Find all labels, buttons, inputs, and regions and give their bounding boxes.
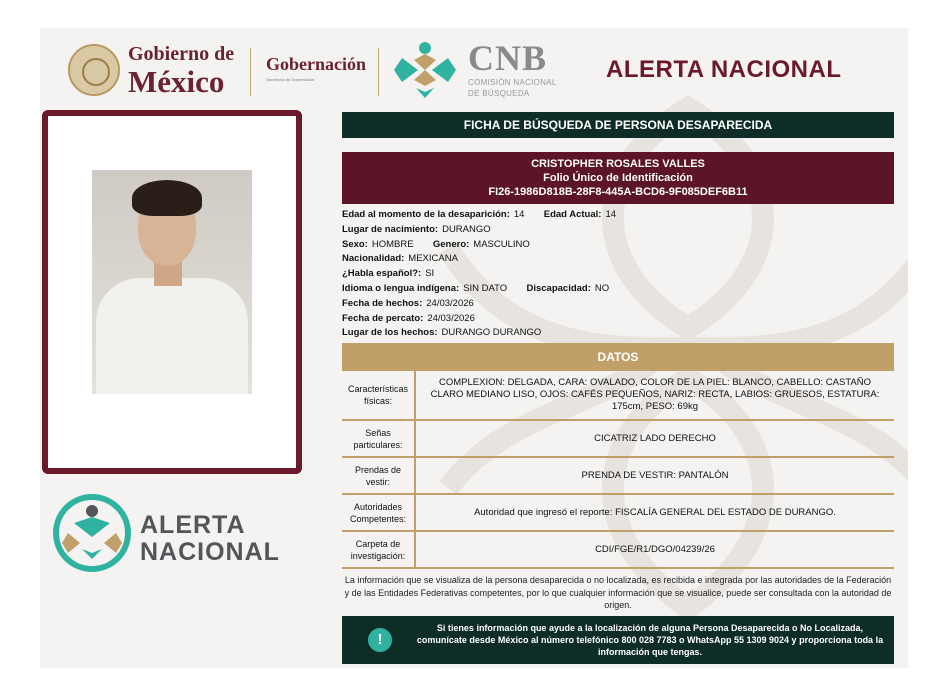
nacionalidad-value: MEXICANA [408, 253, 458, 265]
fecha-hechos-value: 24/03/2026 [426, 297, 474, 309]
lugar-hechos-label: Lugar de los hechos: [342, 327, 438, 339]
person-photo [92, 170, 252, 394]
table-row [342, 421, 894, 458]
row-label: Carpeta de investigación: [342, 532, 416, 567]
edad-actual-label: Edad Actual: [543, 209, 602, 220]
edad-actual-value: 14 [605, 209, 617, 220]
habla-espanol-label: ¿Habla español?: [342, 268, 422, 280]
row-label: Características físicas: [342, 371, 416, 419]
header-divider [250, 48, 251, 96]
alert-title: ALERTA NACIONAL [606, 56, 842, 83]
info-row-edad [342, 208, 894, 223]
alerta-word: ALERTA [140, 511, 246, 539]
edad-desaparicion-value: 14 [513, 209, 525, 220]
info-row-espanol [342, 267, 894, 282]
info-row-sexo [342, 238, 894, 253]
info-row-fecha-percato [342, 312, 894, 327]
cnb-logo-text [468, 40, 557, 98]
datos-header: DATOS [342, 343, 894, 371]
cnb-title: CNB [468, 38, 548, 78]
row-value: Autoridad que ingresó el reporte: FISCALÍA GENERAL DEL ESTADO DE DURANGO. [474, 506, 836, 518]
gobernacion-subtitle: Secretaría de Gobernación [266, 77, 315, 82]
photo-frame [42, 110, 302, 474]
row-value: PRENDA DE VESTIR: PANTALÓN [581, 469, 729, 481]
gobernacion-logo [266, 54, 366, 82]
table-row [342, 495, 894, 532]
table-row [342, 371, 894, 421]
row-value: CDI/FGE/R1/DGO/04239/26 [595, 543, 715, 555]
row-value: COMPLEXION: DELGADA, CARA: OVALADO, COLOR DE LA PIEL: BLANCO, CABELLO: CASTAÑO CLARO MEDIANO LISO, OJOS: CAFÉS PEQUEÑOS, NARIZ: RECTA, LABIOS: GRUESOS, ESTATURA: 175cm, PESO: 69kg [430, 377, 880, 412]
alerta-nacional-logo-text [140, 512, 280, 566]
discapacidad-label: Discapacidad: [526, 282, 591, 294]
sexo-label: Sexo: [342, 238, 368, 250]
cnb-subtitle-line1: COMISIÓN NACIONAL [468, 78, 557, 87]
nacional-word: NACIONAL [140, 538, 280, 566]
genero-value: MASCULINO [473, 238, 530, 250]
alert-icon: ! [368, 628, 392, 652]
habla-espanol-value: SI [425, 268, 435, 280]
cnb-subtitle-line2: DE BÚSQUEDA [468, 89, 530, 98]
nacionalidad-label: Nacionalidad: [342, 253, 405, 265]
datos-table [342, 371, 894, 569]
disclaimer-text: La información que se visualiza de la persona desaparecida o no localizada, es recibida e integrada por las autoridades de la Federación y de las Entidades Federativas competentes, por lo que cualquier información que se visualice, puede ser consultada con la autoridad de origen. [344, 575, 892, 610]
lugar-nacimiento-label: Lugar de nacimiento: [342, 223, 439, 235]
person-name: CRISTOPHER ROSALES VALLES [531, 158, 705, 170]
row-label: Autoridades Competentes: [342, 495, 416, 530]
fecha-percato-value: 24/03/2026 [427, 312, 475, 324]
folio-number: FI26-1986D818B-28F8-445A-BCD6-9F085DEF6B11 [488, 186, 748, 198]
row-label: Señas particulares: [342, 421, 416, 456]
header-divider [378, 48, 379, 96]
info-row-nacimiento [342, 223, 894, 238]
gobierno-line1: Gobierno de [128, 43, 235, 65]
info-row-idioma [342, 282, 894, 297]
lugar-hechos-value: DURANGO DURANGO [441, 327, 542, 339]
row-value: CICATRIZ LADO DERECHO [594, 432, 716, 444]
lugar-nacimiento-value: DURANGO [442, 223, 491, 235]
gobierno-logo [128, 44, 234, 97]
discapacidad-value: NO [594, 282, 610, 294]
info-row-lugar-hechos [342, 326, 894, 341]
edad-desaparicion-label: Edad al momento de la desaparición: [342, 209, 510, 220]
info-row-nacionalidad [342, 252, 894, 267]
idioma-label: Idioma o lengua indígena: [342, 282, 460, 294]
sexo-value: HOMBRE [371, 238, 414, 250]
info-row-fecha-hechos [342, 297, 894, 312]
table-row [342, 458, 894, 495]
folio-label: Folio Único de Identificación [543, 172, 693, 184]
alerta-nacional-emblem-icon [52, 493, 132, 573]
gobernacion-title: Gobernación [266, 54, 367, 74]
person-name-bar [342, 152, 894, 204]
genero-label: Genero: [432, 238, 470, 250]
gobierno-line2: México [128, 64, 225, 99]
contact-banner [342, 616, 894, 664]
cnb-emblem-icon [392, 40, 458, 102]
person-info [342, 208, 894, 341]
table-row [342, 532, 894, 569]
header [40, 36, 908, 106]
contact-text: Si tienes información que ayude a la localización de alguna Persona Desaparecida o No Localizada, comunícate desde México al número telefónico 800 028 7783 o WhatsApp 55 1309 9024 y proporciona toda la información que tengas. [416, 623, 884, 657]
fecha-percato-label: Fecha de percato: [342, 312, 424, 324]
ficha-title-bar: FICHA DE BÚSQUEDA DE PERSONA DESAPARECIDA [342, 112, 894, 138]
fecha-hechos-label: Fecha de hechos: [342, 297, 423, 309]
national-seal-icon [68, 44, 120, 96]
row-label: Prendas de vestir: [342, 458, 416, 493]
idioma-value: SIN DATO [463, 282, 508, 294]
